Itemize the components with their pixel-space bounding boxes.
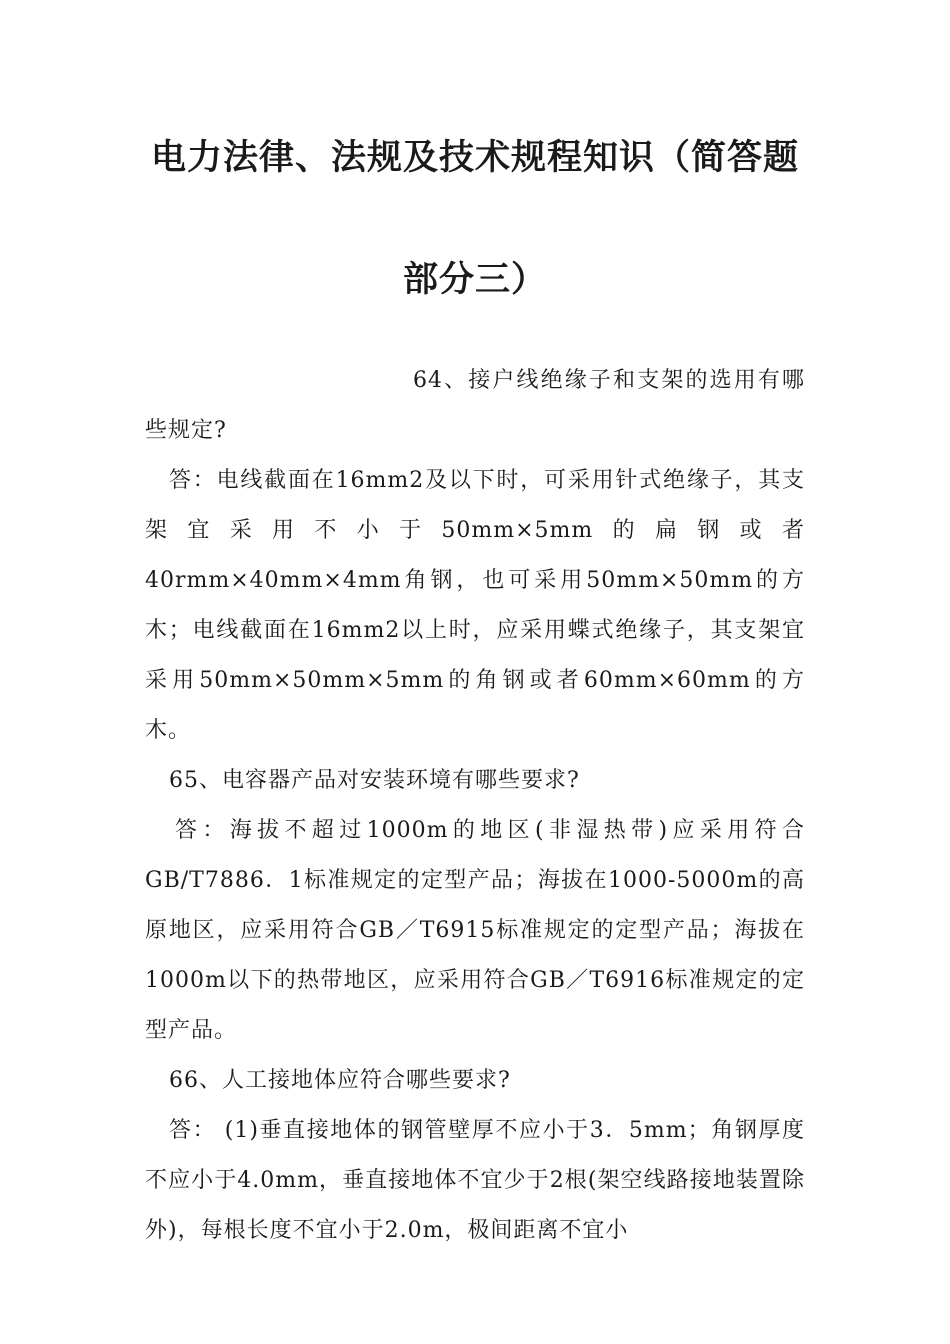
answer-64: 答：电线截面在16mm2及以下时，可采用针式绝缘子，其支架宜采用不小于50mm×5mm的扁钢或者40rmm×40mm×4mm角钢，也可采用50mm×50mm的方木；电线截面在16mm2以上时，应采用蝶式绝缘子，其支架宜采用50mm×50mm×5mm的角钢或者60mm×60mm的方木。 [145, 468, 805, 743]
question-64: 64、接户线绝缘子和支架的选用有哪些规定? [145, 368, 805, 443]
document-title-line-1: 电力法律、法规及技术规程知识（简答题 [150, 138, 799, 178]
document-title-line-2: 部分三） [402, 260, 547, 300]
question-66: 66、人工接地体应符合哪些要求? [169, 1068, 511, 1093]
question-65: 65、电容器产品对安装环境有哪些要求? [169, 768, 580, 793]
answer-66: 答： (1)垂直接地体的钢管壁厚不应小于3．5mm；角钢厚度不应小于4.0mm，垂直接地体不宜少于2根(架空线路接地装置除外)，每根长度不宜小于2.0m，极间距离不宜小 [145, 1118, 805, 1243]
answer-65: 答：海拔不超过1000m的地区(非湿热带)应采用符合GB/T7886．1标准规定的定型产品；海拔在1000-5000m的高原地区，应采用符合GB／T6915标准规定的定型产品；海拔在1000m以下的热带地区，应采用符合GB／T6916标准规定的定型产品。 [145, 818, 805, 1043]
document-body [145, 356, 805, 1256]
